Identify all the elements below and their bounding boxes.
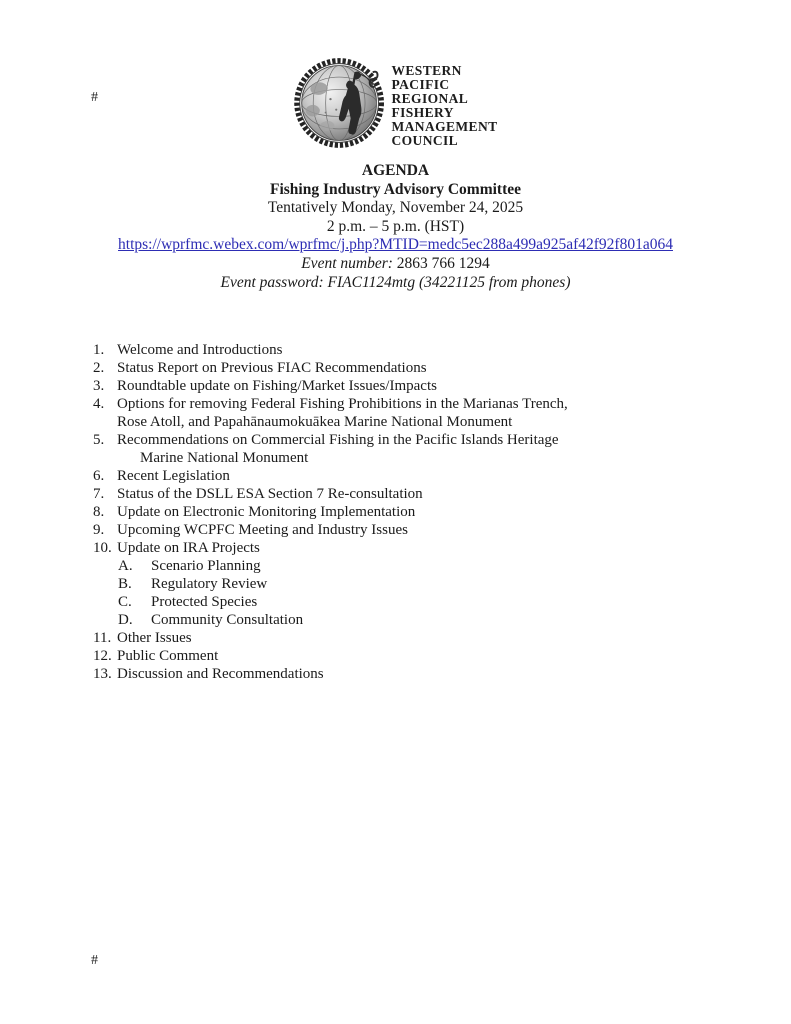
agenda-item-text: Update on IRA Projects	[117, 540, 260, 556]
agenda-item-text: Status of the DSLL ESA Section 7 Re-consultation	[117, 486, 423, 502]
event-number-line	[0, 255, 791, 274]
agenda-item-number: 2.	[93, 360, 105, 376]
agenda-item-8	[93, 503, 713, 521]
webex-link-line	[0, 236, 791, 255]
agenda-item-number: 13.	[93, 666, 112, 682]
meeting-date: Tentatively Monday, November 24, 2025	[267, 199, 524, 217]
agenda-subitem-text: Scenario Planning	[151, 558, 261, 574]
org-name-line: MANAGEMENT	[391, 119, 498, 134]
agenda-item-number: 8.	[93, 504, 105, 520]
page-mark-bottom: #	[91, 953, 98, 968]
agenda-item-number: 11.	[93, 630, 112, 646]
agenda-item-13	[93, 665, 713, 683]
agenda-item-number: 10.	[93, 540, 112, 556]
agenda-item-4-continuation: Rose Atoll, and Papahānaumokuākea Marine National Monument	[117, 414, 513, 430]
agenda-item-number: 1.	[93, 342, 105, 358]
globe-fisherman-icon	[294, 55, 390, 151]
agenda-item-text: Update on Electronic Monitoring Implementation	[117, 504, 416, 520]
agenda-subitem-letter: D.	[118, 612, 133, 628]
agenda-subitem-letter: B.	[118, 576, 132, 592]
committee-name: Fishing Industry Advisory Committee	[269, 180, 522, 198]
event-number-value: 2863 766 1294	[392, 254, 490, 272]
agenda-item-text: Discussion and Recommendations	[117, 666, 324, 682]
meeting-time: 2 p.m. – 5 p.m. (HST)	[326, 217, 465, 235]
agenda-item-number: 4.	[93, 396, 105, 412]
agenda-item-text: Roundtable update on Fishing/Market Issues/Impacts	[117, 378, 437, 394]
agenda-item-6	[93, 467, 713, 485]
webex-link[interactable]: https://wprfmc.webex.com/wprfmc/j.php?MTID=medc5ec288a499a925af42f92f801a064	[118, 236, 673, 254]
agenda-item-5	[93, 431, 713, 449]
agenda-item-text: Recommendations on Commercial Fishing in the Pacific Islands Heritage	[117, 432, 559, 448]
agenda-item-number: 9.	[93, 522, 105, 538]
agenda-list	[93, 341, 713, 683]
agenda-item-1	[93, 341, 713, 359]
agenda-subitem-d	[118, 611, 713, 629]
agenda-item-5-continuation: Marine National Monument	[140, 450, 309, 466]
org-logo	[0, 55, 791, 151]
agenda-item-text: Public Comment	[117, 648, 219, 664]
agenda-subitem-c	[118, 593, 713, 611]
agenda-subitem-text: Regulatory Review	[151, 576, 268, 592]
agenda-item-11	[93, 629, 713, 647]
agenda-item-number: 6.	[93, 468, 105, 484]
agenda-item-9	[93, 521, 713, 539]
org-name	[392, 55, 498, 148]
agenda-item-number: 3.	[93, 378, 105, 394]
org-name-line: FISHERY	[391, 105, 454, 120]
agenda-item-text: Options for removing Federal Fishing Prohibitions in the Marianas Trench,	[117, 396, 568, 412]
org-name-line: COUNCIL	[391, 133, 459, 148]
event-password-line: Event password: FIAC1124mtg (34221125 from phones)	[220, 273, 571, 291]
agenda-item-12	[93, 647, 713, 665]
agenda-item-number: 7.	[93, 486, 105, 502]
agenda-item-7	[93, 485, 713, 503]
agenda-subitem-text: Protected Species	[151, 594, 258, 610]
agenda-item-4	[93, 395, 713, 413]
agenda-subitem-text: Community Consultation	[151, 612, 304, 628]
agenda-item-text: Recent Legislation	[117, 468, 230, 484]
page-mark-top: #	[91, 90, 98, 105]
agenda-subitem-letter: A.	[118, 558, 133, 574]
agenda-item-3	[93, 377, 713, 395]
agenda-subitem-a	[118, 557, 713, 575]
agenda-item-text: Status Report on Previous FIAC Recommendations	[117, 360, 427, 376]
agenda-subitem-b	[118, 575, 713, 593]
agenda-item-10	[93, 539, 713, 557]
agenda-item-number: 5.	[93, 432, 105, 448]
agenda-item-text: Welcome and Introductions	[117, 342, 283, 358]
org-name-line: PACIFIC	[391, 77, 450, 92]
org-name-line: REGIONAL	[391, 91, 469, 106]
org-name-line: WESTERN	[391, 63, 462, 78]
agenda-item-text: Other Issues	[117, 630, 192, 646]
agenda-subitem-letter: C.	[118, 594, 132, 610]
page-title: AGENDA	[361, 162, 430, 179]
agenda-item-2	[93, 359, 713, 377]
agenda-header	[0, 162, 791, 292]
event-number-label: Event number:	[301, 254, 393, 272]
agenda-item-text: Upcoming WCPFC Meeting and Industry Issues	[117, 522, 408, 538]
agenda-item-number: 12.	[93, 648, 112, 664]
